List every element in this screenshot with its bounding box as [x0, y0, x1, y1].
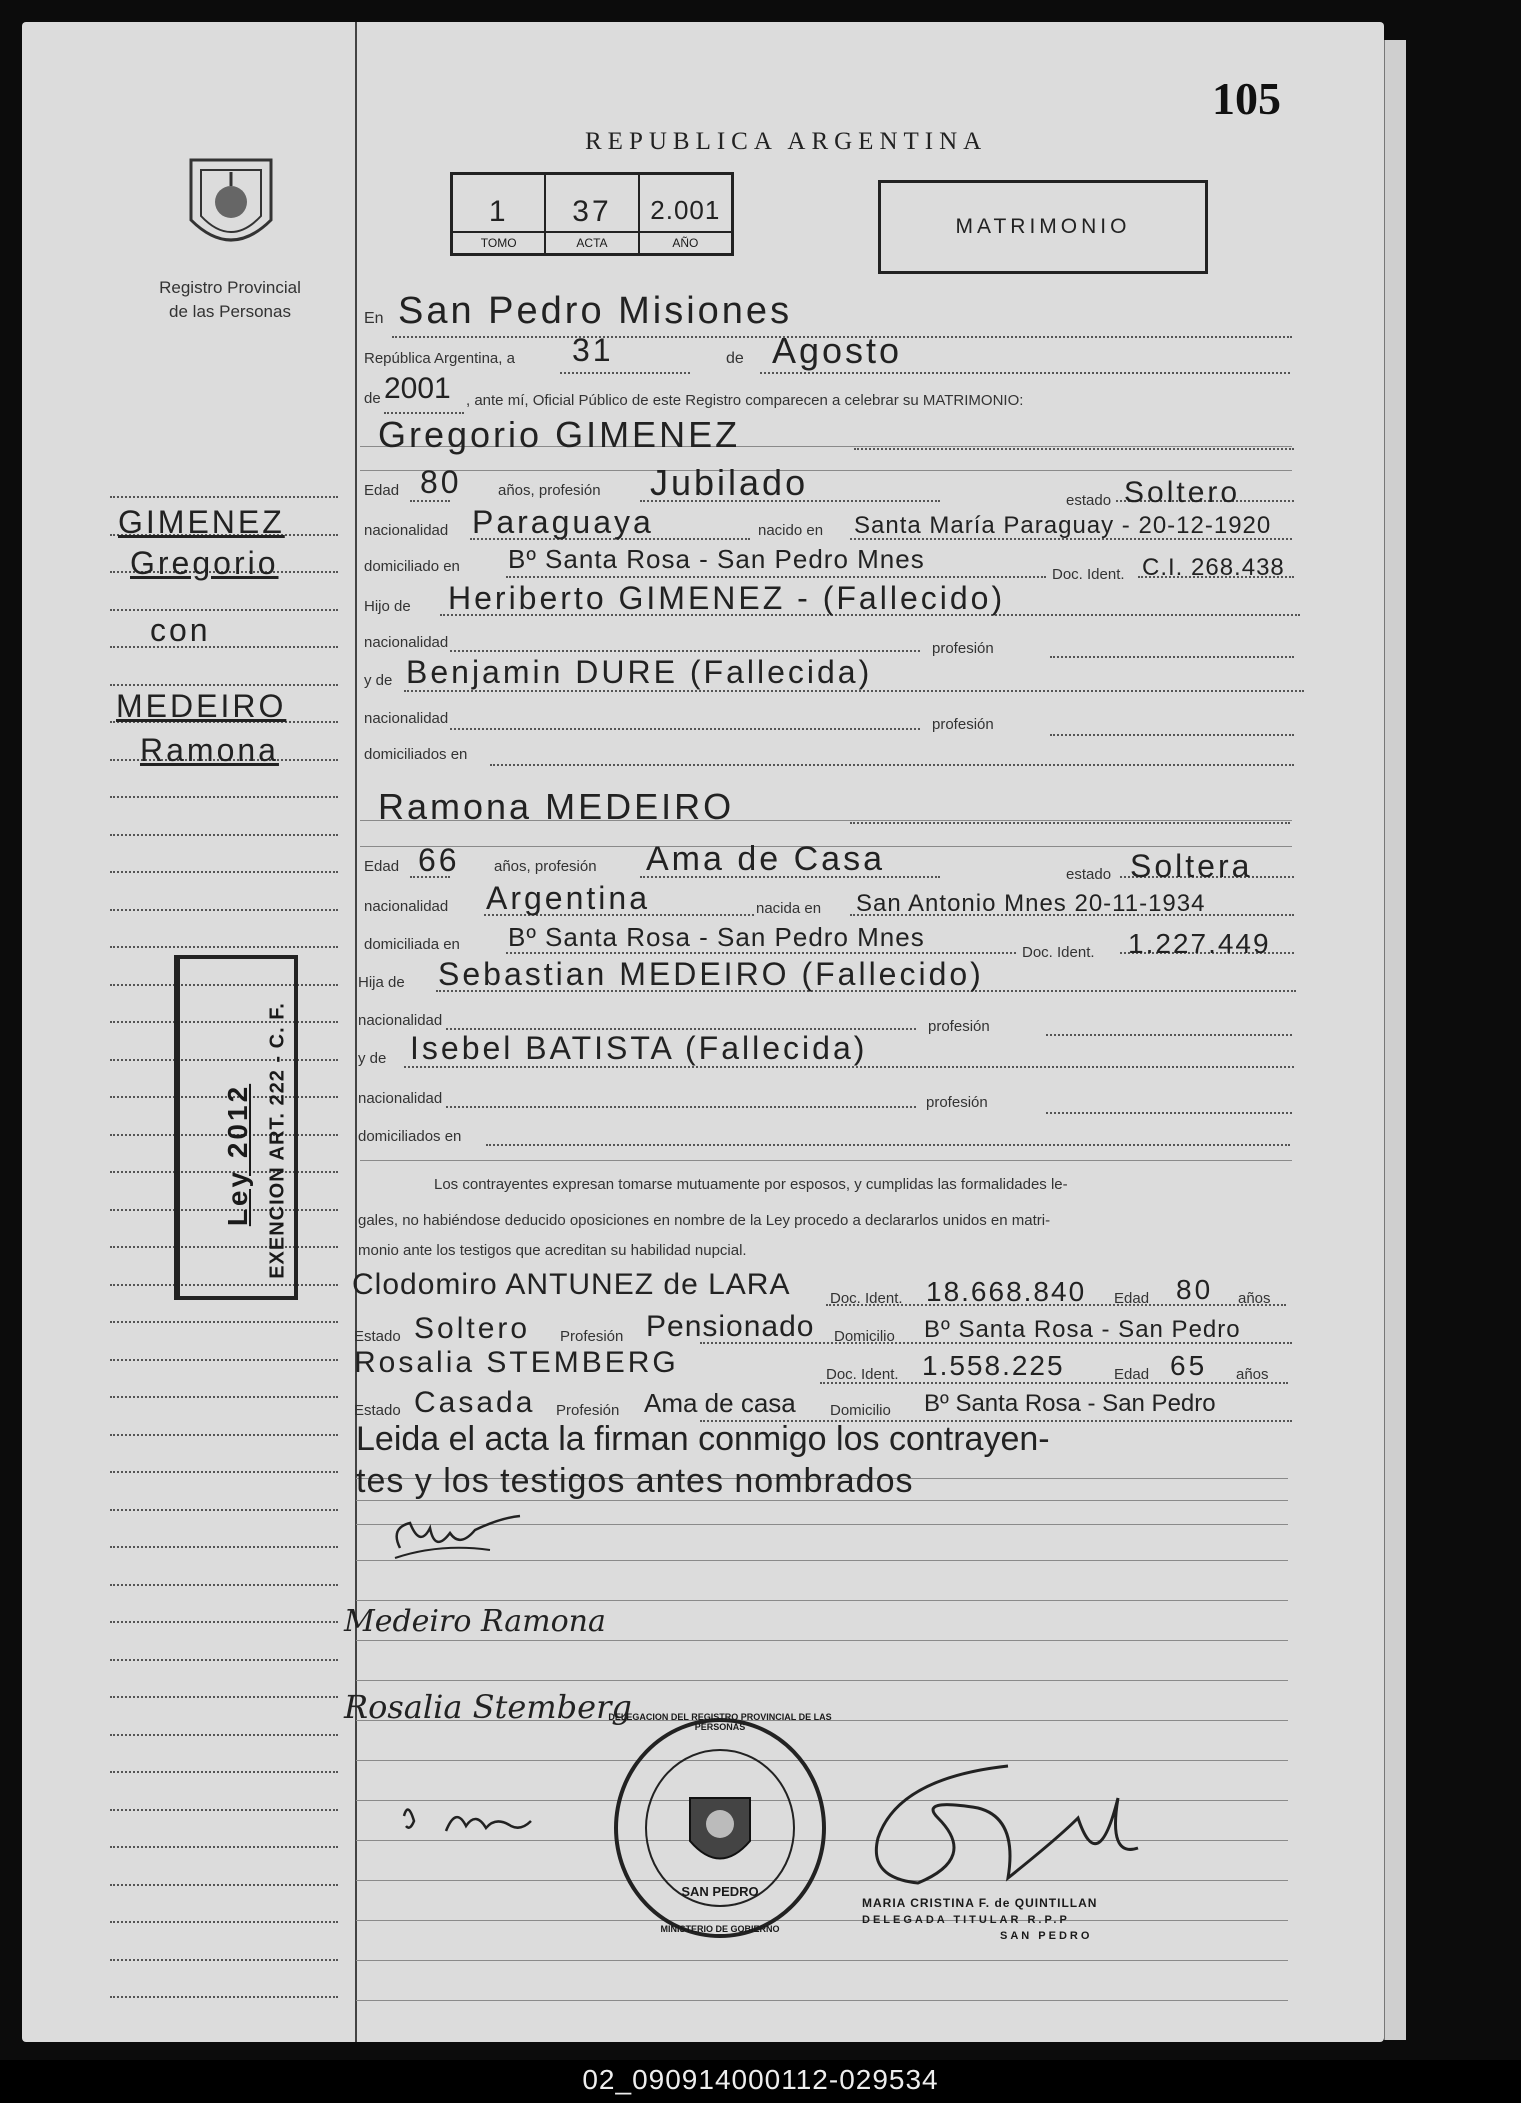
witness2-doc-label: Doc. Ident. [826, 1366, 899, 1383]
witness1-estado-label: Estado [354, 1328, 401, 1345]
margin-rule [110, 646, 338, 648]
de-label-2: de [364, 390, 381, 407]
groom-nac3-label: nacionalidad [364, 710, 449, 727]
margin-name-line-2: Gregorio [130, 545, 279, 581]
bride-prof2-label: profesión [928, 1018, 990, 1035]
witness2-dom-label: Domicilio [830, 1402, 891, 1419]
form-line [450, 650, 920, 652]
declaration-line-3: monio ante los testigos que acreditan su habilidad nupcial. [358, 1242, 747, 1259]
ano-value: 2.001 [650, 195, 721, 225]
stamp-center-text: SAN PEDRO [681, 1884, 759, 1899]
stamp-bottom-text: MINISTERIO DE GOBIERNO [660, 1924, 780, 1934]
groom-prof3-label: profesión [932, 716, 994, 733]
margin-rule [110, 1996, 338, 1998]
registry-box [450, 172, 734, 256]
place-value: San Pedro Misiones [398, 290, 793, 332]
margin-name-line-5: Ramona [140, 732, 279, 768]
office-line-1: Registro Provincial [159, 278, 301, 297]
witness2-profession: Ama de casa [644, 1388, 796, 1418]
margin-rule [110, 1771, 338, 1773]
groom-parent2: Benjamin DURE (Fallecida) [406, 654, 873, 690]
witness2-status: Casada [414, 1386, 536, 1419]
signature-3 [396, 1796, 546, 1851]
groom-estado-label: estado [1066, 492, 1112, 509]
form-line [486, 1144, 1290, 1146]
witness2-age: 65 [1170, 1350, 1208, 1381]
official-name: MARIA CRISTINA F. de QUINTILLAN [862, 1896, 1098, 1910]
bride-nac3-label: nacionalidad [358, 1090, 443, 1107]
margin-rule [110, 1471, 338, 1473]
bride-status: Soltera [1130, 848, 1253, 884]
margin-rule [110, 496, 338, 498]
stamp-exemption-text: EXENCION ART. 222 - C. F. [266, 1002, 289, 1279]
groom-dom-label: domiciliado en [364, 558, 460, 575]
doc-type: MATRIMONIO [955, 215, 1131, 238]
bride-nacida-label: nacida en [756, 900, 822, 917]
official-location: SAN PEDRO [1000, 1930, 1093, 1942]
margin-rule [110, 871, 338, 873]
margin-rule [110, 1734, 338, 1736]
form-line [360, 1160, 1292, 1161]
margin-rule [110, 1846, 338, 1848]
law-exemption-stamp [174, 955, 298, 1300]
margin-rule [110, 1696, 338, 1698]
bride-name: Ramona MEDEIRO [378, 786, 735, 827]
doc-type-box [878, 180, 1208, 274]
witness2-prof-label: Profesión [556, 1402, 620, 1419]
witness2-doc: 1.558.225 [922, 1350, 1065, 1381]
margin-rule [110, 1809, 338, 1811]
witness1-status: Soltero [414, 1312, 531, 1345]
margin-rule [110, 1884, 338, 1886]
bride-address: Bº Santa Rosa - San Pedro Mnes [508, 922, 925, 952]
bride-domp-label: domiciliados en [358, 1128, 462, 1145]
witness2-address: Bº Santa Rosa - San Pedro [924, 1390, 1216, 1417]
margin-rule [110, 1321, 338, 1323]
en-label: En [364, 310, 384, 327]
margin-rule [110, 1621, 338, 1623]
groom-domp-label: domiciliados en [364, 746, 468, 763]
official-title: DELEGADA TITULAR R.P.P [862, 1914, 1070, 1926]
groom-nac-label: nacionalidad [364, 522, 449, 539]
form-line [356, 1600, 1288, 1601]
form-line [356, 1960, 1288, 1961]
closing-line-2: tes y los testigos antes nombrados [356, 1462, 914, 1500]
form-line [1050, 656, 1294, 658]
bride-nac2-label: nacionalidad [358, 1012, 443, 1029]
margin-rule [110, 609, 338, 611]
margin-name-line-3: con [150, 612, 211, 648]
official-circular-stamp [608, 1712, 832, 1940]
bride-dom-label: domiciliada en [364, 936, 460, 953]
witness1-edad-label: Edad [1114, 1290, 1150, 1307]
bride-nac-label: nacionalidad [364, 898, 449, 915]
margin-divider [355, 22, 357, 2042]
margin-rule [110, 834, 338, 836]
ano-label: AÑO [640, 231, 731, 253]
margin-rule [110, 1509, 338, 1511]
witness2-estado-label: Estado [354, 1402, 401, 1419]
form-line [854, 448, 1294, 450]
form-line [490, 764, 1294, 766]
witness2-edad-label: Edad [1114, 1366, 1150, 1383]
groom-status: Soltero [1124, 476, 1241, 509]
form-line [356, 1640, 1288, 1641]
groom-doc-label: Doc. Ident. [1052, 566, 1125, 583]
groom-nacido-label: nacido en [758, 522, 824, 539]
groom-parent1-label: Hijo de [364, 598, 411, 615]
bride-anos-label: años, profesión [494, 858, 597, 875]
bride-birth: San Antonio Mnes 20-11-1934 [856, 890, 1206, 917]
acta-cell [546, 175, 639, 253]
bride-prof3-label: profesión [926, 1094, 988, 1111]
acta-label: ACTA [546, 231, 637, 253]
province-seal [176, 150, 286, 262]
groom-birth: Santa María Paraguay - 20-12-1920 [854, 512, 1272, 539]
stamp-law-text: Ley 2012 [222, 1083, 253, 1227]
groom-edad-label: Edad [364, 482, 400, 499]
groom-address: Bº Santa Rosa - San Pedro Mnes [508, 544, 925, 574]
signature-1: Medeiro Ramona [344, 1604, 606, 1639]
groom-profession: Jubilado [650, 462, 809, 503]
form-line [560, 372, 690, 374]
margin-rule [110, 946, 338, 948]
groom-nationality: Paraguaya [472, 504, 654, 540]
form-line [446, 1106, 916, 1108]
bride-estado-label: estado [1066, 866, 1112, 883]
witness1-anos-label: años [1238, 1290, 1271, 1307]
bride-edad-label: Edad [364, 858, 400, 875]
groom-name: Gregorio GIMENEZ [378, 414, 741, 455]
bride-parent1-label: Hija de [358, 974, 405, 991]
margin-rule [110, 1584, 338, 1586]
witness1-address: Bº Santa Rosa - San Pedro [924, 1316, 1241, 1343]
form-line [760, 372, 1290, 374]
closing-line-1: Leida el acta la firman conmigo los contrayen- [356, 1420, 1050, 1458]
comparecen-text: , ante mí, Oficial Público de este Registro comparecen a celebrar su MATRIMONIO: [466, 392, 1024, 409]
country-title: REPUBLICA ARGENTINA [585, 128, 988, 155]
form-line [356, 1680, 1288, 1681]
form-line [850, 822, 1290, 824]
form-line [356, 2000, 1288, 2001]
witness1-age: 80 [1176, 1274, 1214, 1305]
groom-prof2-label: profesión [932, 640, 994, 657]
groom-parent2-label: y de [364, 672, 393, 689]
groom-parent1: Heriberto GIMENEZ - (Fallecido) [448, 580, 1006, 616]
witness2-name: Rosalia STEMBERG [354, 1346, 679, 1379]
margin-rule [110, 1959, 338, 1961]
bride-parent2-label: y de [358, 1050, 387, 1067]
tomo-label: TOMO [453, 231, 544, 253]
witness1-doc: 18.668.840 [926, 1276, 1087, 1307]
page-number: 105 [1212, 73, 1281, 124]
bride-parent2: Isebel BATISTA (Fallecida) [410, 1030, 868, 1066]
office-line-2: de las Personas [169, 302, 291, 321]
bride-doc-label: Doc. Ident. [1022, 944, 1095, 961]
stamp-ring-text: DELEGACION DEL REGISTRO PROVINCIAL DE LAS PERSONAS [608, 1712, 832, 1732]
witness1-name: Clodomiro ANTUNEZ de LARA [352, 1268, 791, 1301]
tomo-value: 1 [488, 195, 509, 228]
month-value: Agosto [772, 330, 903, 371]
form-line [450, 728, 920, 730]
groom-doc: C.I. 268.438 [1142, 554, 1285, 581]
margin-rule [110, 1359, 338, 1361]
groom-anos-label: años, profesión [498, 482, 601, 499]
republica-label: República Argentina, a [364, 350, 515, 367]
margin-rule [110, 1546, 338, 1548]
declaration-line-2: gales, no habiéndose deducido oposiciones en nombre de la Ley procedo a declararlos unidos en matri- [358, 1212, 1051, 1229]
year-value: 2001 [384, 372, 451, 405]
de-label-1: de [726, 350, 744, 367]
ano-cell [640, 175, 731, 253]
declaration-line-1: Los contrayentes expresan tomarse mutuamente por esposos, y cumplidas las formalidades le- [434, 1176, 1068, 1193]
form-line [1046, 1112, 1292, 1114]
bride-doc: 1.227.449 [1128, 928, 1271, 959]
margin-name-line-1: GIMENEZ [118, 504, 285, 540]
bride-age: 66 [418, 842, 460, 878]
margin-rule [110, 1921, 338, 1923]
margin-name-line-4: MEDEIRO [116, 688, 287, 724]
margin-rule [110, 1396, 338, 1398]
form-line [1050, 734, 1294, 736]
witness2-anos-label: años [1236, 1366, 1269, 1383]
form-line [1046, 1034, 1292, 1036]
margin-rule [110, 1659, 338, 1661]
day-value: 31 [572, 332, 614, 368]
groom-age: 80 [420, 464, 462, 500]
margin-rule [110, 684, 338, 686]
margin-rule [110, 1434, 338, 1436]
form-line [360, 470, 1292, 471]
bride-nationality: Argentina [486, 880, 650, 916]
tomo-cell [453, 175, 546, 253]
bride-parent1: Sebastian MEDEIRO (Fallecido) [438, 956, 984, 992]
groom-nac2-label: nacionalidad [364, 634, 449, 651]
signature-2: Rosalia Stemberg [344, 1688, 632, 1726]
form-line [506, 576, 1046, 578]
margin-rule [110, 796, 338, 798]
witness1-doc-label: Doc. Ident. [830, 1290, 903, 1307]
acta-value: 37 [572, 195, 612, 228]
margin-rule [110, 909, 338, 911]
official-initials-signature [380, 1508, 530, 1573]
footer-id: 02_090914000112-029534 [582, 2064, 939, 2095]
bride-profession: Ama de Casa [646, 840, 885, 878]
witness1-prof-label: Profesión [560, 1328, 624, 1345]
page-edge [1384, 40, 1406, 2040]
witness1-profession: Pensionado [646, 1310, 815, 1343]
witness1-dom-label: Domicilio [834, 1328, 895, 1345]
